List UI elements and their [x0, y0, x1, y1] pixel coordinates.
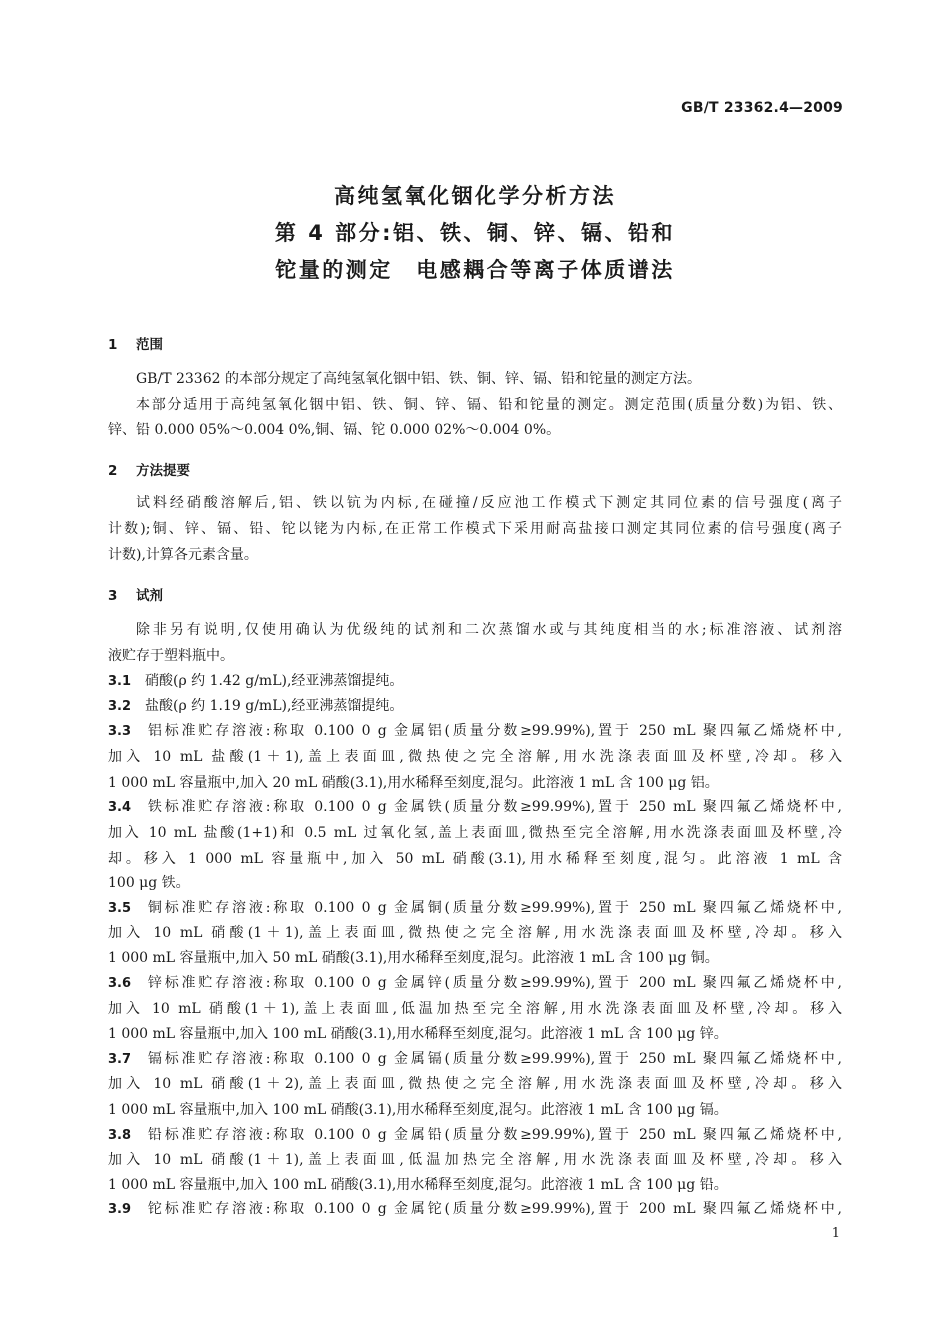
clause-number: 3.4 [108, 800, 132, 815]
section-number: 2 [108, 463, 118, 479]
clause-text: 铅标准贮存溶液:称取 0.100 0 g 金属铅(质量分数≥99.99%),置于 250 mL 聚四氟乙烯烧杯中, [145, 1127, 842, 1143]
title-line-1: 高纯氢氧化铟化学分析方法 [334, 184, 616, 208]
paragraph-line: 加入 10 mL 盐酸(1＋1),盖上表面皿,微热使之完全溶解,用水洗涤表面皿及杯壁,冷却。移入 [108, 749, 842, 765]
clause-3-1 [108, 668, 842, 695]
paragraph-line: 加入 10 mL 硝酸(1＋2),盖上表面皿,微热使之完全溶解,用水洗涤表面皿及杯壁,冷却。移入 [108, 1076, 842, 1092]
clause-number: 3.3 [108, 724, 132, 739]
paragraph-line: 液贮存于塑料瓶中。 [108, 648, 234, 664]
section-title: 方法提要 [136, 463, 190, 479]
section-heading-2 [108, 459, 190, 479]
clause-number: 3.8 [108, 1128, 132, 1143]
paragraph-line: 加入 10 mL 盐酸(1+1)和 0.5 mL 过氧化氢,盖上表面皿,微热至完全溶解,用水洗涤表面皿及杯壁,冷 [108, 825, 842, 841]
paragraph-line: 1 000 mL 容量瓶中,加入 20 mL 硝酸(3.1),用水稀释至刻度,混匀。此溶液 1 mL 含 100 μg 铝。 [108, 775, 719, 791]
section-number: 1 [108, 337, 118, 353]
paragraph-line: 除非另有说明,仅使用确认为优级纯的试剂和二次蒸馏水或与其纯度相当的水;标准溶液、试剂溶 [136, 622, 842, 638]
paragraph-line: 1 000 mL 容量瓶中,加入 100 mL 硝酸(3.1),用水稀释至刻度,混匀。此溶液 1 mL 含 100 μg 锌。 [108, 1026, 728, 1042]
paragraph-line: 计数),计算各元素含量。 [108, 547, 258, 563]
clause-3-3 [108, 718, 842, 745]
clause-3-8 [108, 1122, 842, 1149]
section-number: 3 [108, 588, 118, 604]
clause-number: 3.7 [108, 1052, 132, 1067]
paragraph-line: 试料经硝酸溶解后,铝、铁以钪为内标,在碰撞/反应池工作模式下测定其同位素的信号强度(离子 [136, 495, 842, 511]
clause-number: 3.1 [108, 674, 132, 689]
clause-text: 硝酸(ρ 约 1.42 g/mL),经亚沸蒸馏提纯。 [145, 673, 404, 689]
clause-text: 锌标准贮存溶液:称取 0.100 0 g 金属锌(质量分数≥99.99%),置于 200 mL 聚四氟乙烯烧杯中, [145, 975, 842, 991]
paragraph-line: 1 000 mL 容量瓶中,加入 100 mL 硝酸(3.1),用水稀释至刻度,混匀。此溶液 1 mL 含 100 μg 镉。 [108, 1102, 728, 1118]
clause-3-5 [108, 895, 842, 922]
page-number: 1 [831, 1226, 840, 1241]
standard-number: GB/T 23362.4—2009 [681, 100, 843, 116]
paragraph-line: 加入 10 mL 硝酸(1＋1),盖上表面皿,低温加热至完全溶解,用水洗涤表面皿及杯壁,冷却。移入 [108, 1001, 842, 1017]
clause-text: 铜标准贮存溶液:称取 0.100 0 g 金属铜(质量分数≥99.99%),置于 250 mL 聚四氟乙烯烧杯中, [145, 900, 842, 916]
clause-number: 3.6 [108, 976, 132, 991]
paragraph-line: 加入 10 mL 硝酸(1＋1),盖上表面皿,低温加热完全溶解,用水洗涤表面皿及杯壁,冷却。移入 [108, 1152, 842, 1168]
clause-number: 3.9 [108, 1202, 132, 1217]
paragraph-line: 本部分适用于高纯氢氧化铟中铝、铁、铜、锌、镉、铅和铊量的测定。测定范围(质量分数)为铝、铁、 [136, 397, 842, 413]
clause-number: 3.5 [108, 901, 132, 916]
section-heading-3 [108, 584, 163, 604]
clause-text: 盐酸(ρ 约 1.19 g/mL),经亚沸蒸馏提纯。 [145, 698, 404, 714]
section-heading-1 [108, 333, 163, 353]
paragraph-line: 加入 10 mL 硝酸(1＋1),盖上表面皿,微热使之完全溶解,用水洗涤表面皿及杯壁,冷却。移入 [108, 925, 842, 941]
clause-3-4 [108, 794, 842, 821]
section-title: 试剂 [136, 588, 163, 604]
paragraph-line: 100 μg 铁。 [108, 875, 190, 891]
title-line-3: 铊量的测定 电感耦合等离子体质谱法 [275, 258, 675, 282]
clause-3-9 [108, 1196, 842, 1223]
clause-3-7 [108, 1046, 842, 1073]
paragraph-line: 计数);铜、锌、镉、铅、铊以铑为内标,在正常工作模式下采用耐高盐接口测定其同位素的信号强度(离子 [108, 521, 842, 537]
paragraph-line: 锌、铅 0.000 05%～0.004 0%,铜、镉、铊 0.000 02%～0.004 0%。 [108, 422, 561, 438]
section-title: 范围 [136, 337, 163, 353]
clause-3-6 [108, 970, 842, 997]
paragraph-line: GB/T 23362 的本部分规定了高纯氢氧化铟中铝、铁、铜、锌、镉、铅和铊量的测定方法。 [136, 371, 701, 387]
paragraph-line: 1 000 mL 容量瓶中,加入 50 mL 硝酸(3.1),用水稀释至刻度,混匀。此溶液 1 mL 含 100 μg 铜。 [108, 950, 719, 966]
clause-number: 3.2 [108, 699, 132, 714]
paragraph-line: 1 000 mL 容量瓶中,加入 100 mL 硝酸(3.1),用水稀释至刻度,混匀。此溶液 1 mL 含 100 μg 铅。 [108, 1177, 728, 1193]
paragraph-line: 却。移入 1 000 mL 容量瓶中,加入 50 mL 硝酸(3.1),用水稀释至刻度,混匀。此溶液 1 mL 含 [108, 851, 842, 867]
clause-text: 铁标准贮存溶液:称取 0.100 0 g 金属铁(质量分数≥99.99%),置于 250 mL 聚四氟乙烯烧杯中, [145, 799, 842, 815]
clause-text: 铊标准贮存溶液:称取 0.100 0 g 金属铊(质量分数≥99.99%),置于 200 mL 聚四氟乙烯烧杯中, [145, 1201, 842, 1217]
clause-3-2 [108, 693, 842, 720]
clause-text: 镉标准贮存溶液:称取 0.100 0 g 金属镉(质量分数≥99.99%),置于 250 mL 聚四氟乙烯烧杯中, [145, 1051, 842, 1067]
title-line-2: 第 4 部分:铝、铁、铜、锌、镉、铅和 [274, 221, 676, 245]
clause-text: 铝标准贮存溶液:称取 0.100 0 g 金属铝(质量分数≥99.99%),置于 250 mL 聚四氟乙烯烧杯中, [145, 723, 842, 739]
